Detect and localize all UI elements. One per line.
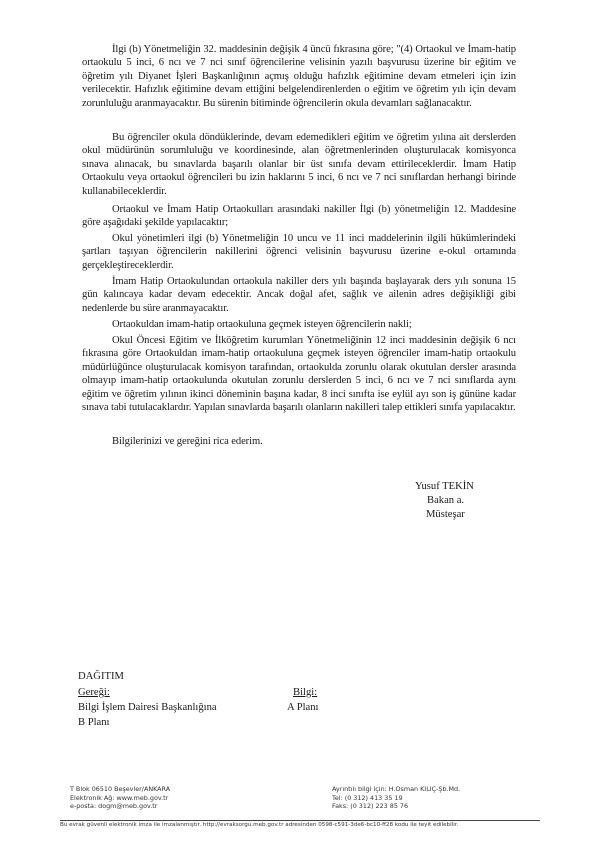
footer-divider [60,820,540,821]
distribution-bilgi-label: Bilgi: [293,687,318,698]
paragraph-transfers: Ortaokul ve İmam Hatip Ortaokulları arasındaki nakiller İlgi (b) yönetmeliğin 12. Maddesine göre aşağıdaki şekilde yapılacaktır; [82,204,516,229]
paragraph-closing: Bilgilerinizi ve gereğini rica ederim. [112,436,263,447]
footer-phone: Tel: (0 312) 413 35 19 [332,793,403,802]
footer-contact-block [332,785,460,811]
footer-email: e-posta: dogm@meb.gov.tr [70,802,158,811]
signatory-name: Yusuf TEKİN [415,481,474,492]
paragraph-exam: Bu öğrenciler okula döndüklerinde, devam edemedikleri eğitim ve öğretim yılına ait derslerden okul müdürünün sorumluluğu ve koordinesinde, alan öğretmenlerinden oluşturulacak komisyonca sınava alınacak, bu sınavlarda başarılı olanlar bir üst sınıfa devam ettirileceklerdir. İmam Hatip Ortaokulu veya ortaokul öğrencileri bu izin haklarını 5 inci, 6 ncı ve 7 nci sınıflardan herhangi birinde kullanabileceklerdir. [82,132,516,197]
signatory-role: Müsteşar [426,509,465,520]
footer-contact: Ayrıntılı bilgi için: H.Osman KILIÇ-Şb.Md. [332,785,461,793]
verification-note: Bu evrak güvenli elektronik imza ile imzalanmıştır. http://evraksorgu.meb.gov.tr adresinden 0598-c591-3de6-bc10-ff28 kodu ile teyit edilebilir. [60,822,459,828]
paragraph-timing: İmam Hatip Ortaokulundan ortaokula nakiller ders yılı başında başlayarak ders yılı sonuna 15 gün kalıncaya kadar devam edecektir. Ancak doğal afet, sağlık ve ailenin adres değişikliği gibi nedenlerde bu süre aranmayacaktır. [82,276,516,314]
distribution-geregi-item: Bilgi İşlem Dairesi Başkanlığına [78,702,217,713]
footer-fax: Faks: (0 312) 223 85 76 [332,802,409,811]
signatory-title: Bakan a. [427,495,465,506]
paragraph-transfer-heading: Ortaokuldan imam-hatip ortaokuluna geçmek isteyen öğrencilerin nakli; [112,319,412,330]
distribution-bilgi-item: A Planı [287,702,319,713]
footer-network: Elektronik Ağ: www.meb.gov.tr [70,793,169,802]
paragraph-regulation: Okul Öncesi Eğitim ve İlköğretim kurumları Yönetmeliğinin 12 inci maddesinin değişik 6 ncı fıkrasına göre Ortaokuldan imam-hatip ortaokuluna geçmek isteyen öğrenciler imam-hatip ortaokulu müdürlüğünce oluşturulacak komisyon tarafından, ortaokulda zorunlu olarak okutulan dersler arasında olmayıp imam-hatip ortaokulunda okutulan zorunlu derslerden 5 inci, 6 ncı ve 7 nci sınıflarda aynı eğitim ve öğretim yılının ikinci döneminin başına kadar, 8 inci sınıfta ise eylül ayı son iş gününe kadar sınava tabi tutulacaklardır. Yapılan sınavlarda başarılı olanların nakilleri talep ettikleri sınıfa yapılacaktır. [82,335,516,414]
footer-address-block [70,785,170,811]
paragraph-ilgi-b: İlgi (b) Yönetmeliğin 32. maddesinin değişik 4 üncü fıkrasına göre; "(4) Ortaokul ve İmam-hatip ortaokulu 5 inci, 6 ncı ve 7 nci sınıf öğrencilerine velisinin yazılı başvurusu üzerine bir eğitim ve öğretim yılı Diyanet İşleri Başkanlığının açmış olduğu hafızlık eğitimine devam etmeleri için izin verilecektir. Hafızlık eğitimine devam ettiğini belgelendirenlerden o eğitim ve öğretim yılı için devam zorunluluğu aranmayacaktır. Bu sürenin bitiminde öğrencilerin okula devamları sağlanacaktır. [82,44,516,109]
distribution-geregi-label: Gereği: [78,687,110,698]
paragraph-school-admin: Okul yönetimleri ilgi (b) Yönetmeliğin 10 uncu ve 11 inci maddelerinin ilgili hükümlerindeki şartları taşıyan öğrencilerin nakillerini öğrenci velisinin başvurusu üzerine e-okul ortamında gerçekleştireceklerdir. [82,233,516,271]
distribution-geregi-item: B Planı [78,717,110,728]
distribution-heading: DAĞITIM [78,671,124,682]
footer-address: T Blok 06510 Beşevler/ANKARA [70,785,171,793]
